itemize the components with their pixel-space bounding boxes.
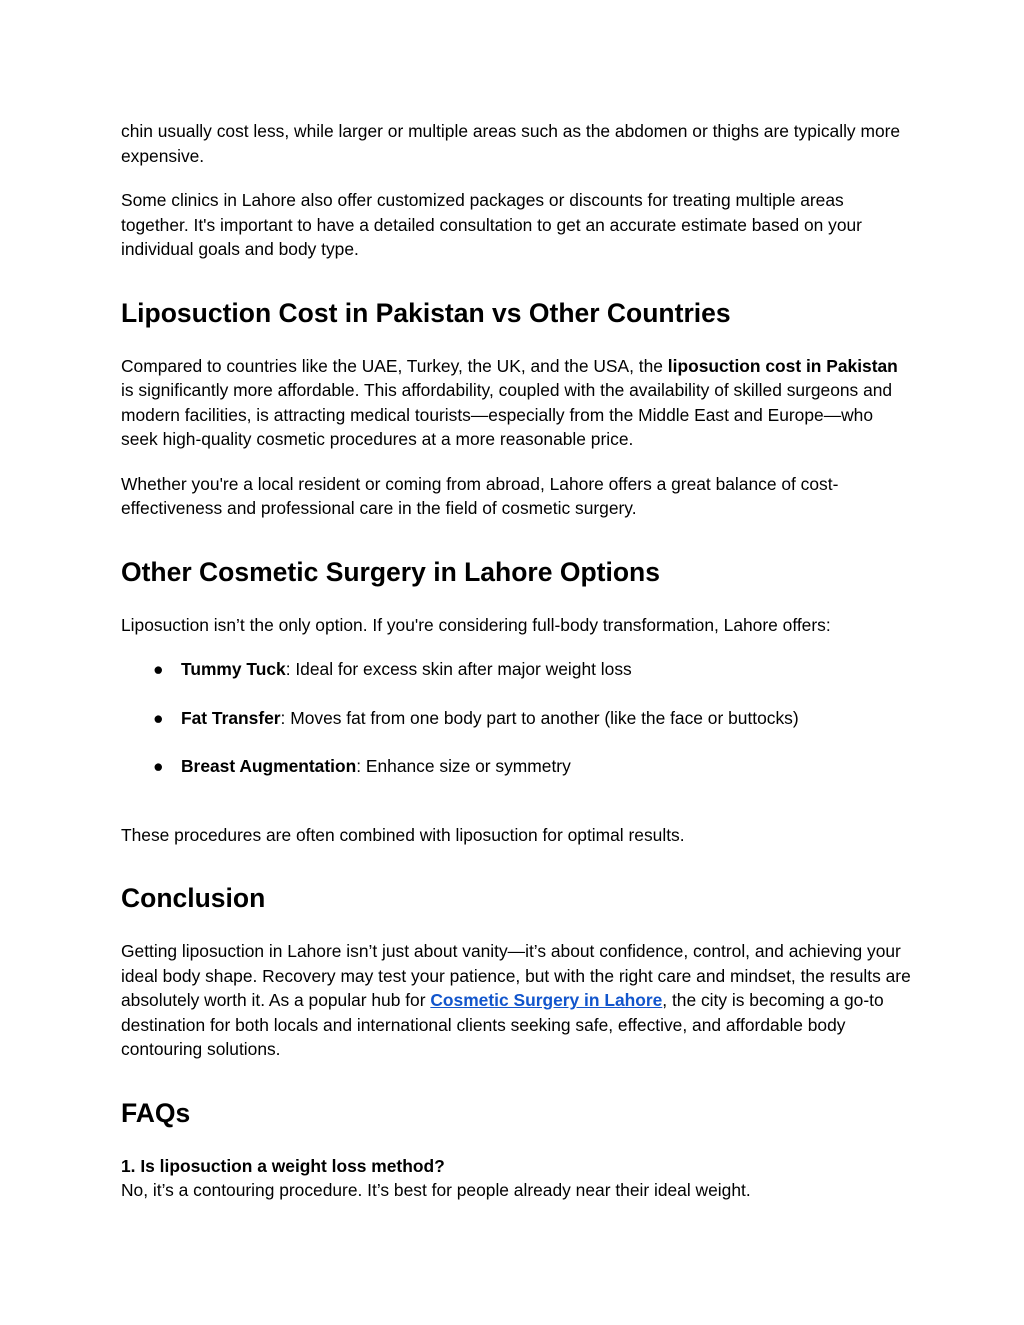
- list-item-description: : Enhance size or symmetry: [356, 756, 571, 776]
- options-outro: These procedures are often combined with liposuction for optimal results.: [121, 824, 685, 845]
- list-item: [121, 706, 911, 731]
- conclusion-text-start: Getting liposuction in Lahore isn’t just about vanity—it’s about confidence, control, and achieving your ideal body shape. Recovery may test your patience, but with the right care and mindset, the results are absolutely worth it. As a popular hub for: [121, 941, 911, 1010]
- comparison-paragraph-2: Whether you're a local resident or coming from abroad, Lahore offers a great balance of cost-effectiveness and professional care in the field of cosmetic surgery.: [121, 473, 839, 518]
- bullet-dot-icon: ●: [153, 756, 164, 776]
- comparison-text-end: is significantly more affordable. This affordability, coupled with the availability of skilled surgeons and modern facilities, is attracting medical tourists—especially from the Middle East and Europe—who seek high-quality cosmetic procedures at a more reasonable price.: [121, 380, 893, 449]
- comparison-paragraph-1: [121, 354, 911, 452]
- bullet-dot-icon: ●: [153, 707, 164, 728]
- list-item-description: : Ideal for excess skin after major weight loss: [285, 659, 632, 679]
- comparison-text-start: Compared to countries like the UAE, Turkey, the UK, and the USA, the: [121, 355, 668, 376]
- options-intro: Liposuction isn’t the only option. If you're considering full-body transformation, Lahore offers:: [121, 614, 831, 635]
- intro-paragraph-1: chin usually cost less, while larger or multiple areas such as the abdomen or thighs are typically more expensive.: [121, 121, 901, 166]
- bullet-dot-icon: ●: [153, 659, 164, 679]
- list-item: [121, 754, 911, 779]
- list-item: [121, 657, 911, 682]
- faqs-heading: FAQs: [121, 1097, 191, 1128]
- list-item-term: Breast Augmentation: [181, 756, 357, 776]
- list-item-term: Tummy Tuck: [181, 659, 286, 679]
- conclusion-heading: Conclusion: [121, 883, 266, 913]
- list-item-description: : Moves fat from one body part to another (like the face or buttocks): [280, 707, 799, 728]
- conclusion-text-end: , the city is becoming a go-to destination for both locals and international clients seeking safe, effective, and affordable body contouring solutions.: [121, 990, 884, 1059]
- faq-item: [121, 1154, 911, 1203]
- comparison-heading: Liposuction Cost in Pakistan vs Other Countries: [121, 297, 731, 328]
- cosmetic-surgery-link[interactable]: Cosmetic Surgery in Lahore: [430, 990, 663, 1010]
- conclusion-paragraph: [121, 939, 911, 1062]
- comparison-bold-term: liposuction cost in Pakistan: [667, 355, 898, 376]
- options-list: [121, 657, 911, 779]
- faq-answer: No, it’s a contouring procedure. It’s best for people already near their ideal weight.: [121, 1180, 751, 1200]
- options-heading: Other Cosmetic Surgery in Lahore Options: [121, 556, 660, 587]
- faq-question: 1. Is liposuction a weight loss method?: [121, 1155, 445, 1176]
- intro-paragraph-2: Some clinics in Lahore also offer customized packages or discounts for treating multiple areas together. It's important to have a detailed consultation to get an accurate estimate based on your individual goals and body type.: [121, 190, 862, 259]
- list-item-term: Fat Transfer: [181, 707, 281, 728]
- document-page: [121, 119, 911, 1203]
